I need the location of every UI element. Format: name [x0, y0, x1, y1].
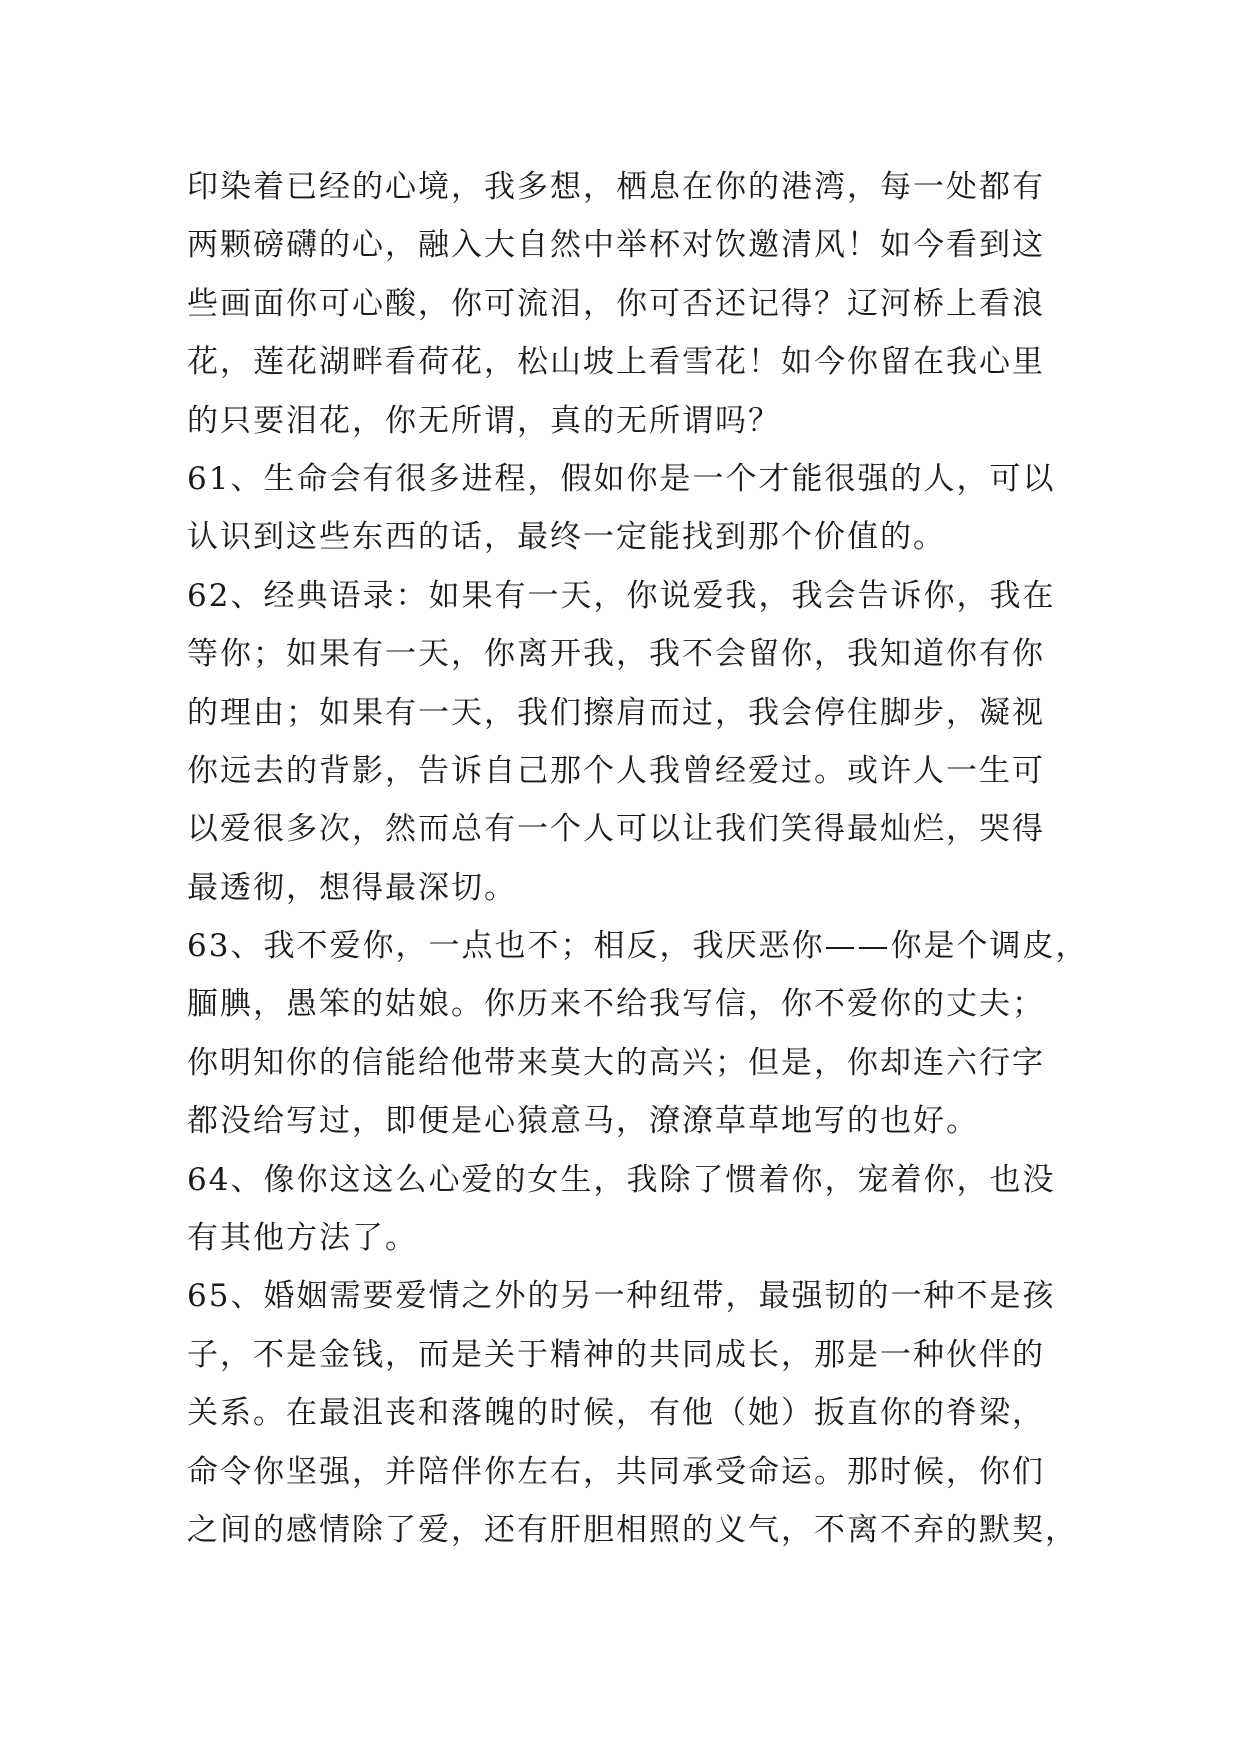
text-line: 关系。在最沮丧和落魄的时候，有他（她）扳直你的脊梁，	[187, 1395, 1045, 1432]
text-line: 65、婚姻需要爱情之外的另一种纽带，最强韧的一种不是孩	[187, 1278, 1056, 1315]
text-line: 腼腆，愚笨的姑娘。你历来不给我写信，你不爱你的丈夫；	[187, 986, 1045, 1023]
text-line: 62、经典语录：如果有一天，你说爱我，我会告诉你，我在	[187, 577, 1056, 614]
text-line: 63、我不爱你，一点也不；相反，我厌恶你——你是个调皮，	[187, 928, 1089, 965]
body-text	[187, 158, 1089, 1559]
text-line: 以爱很多次，然而总有一个人可以让我们笑得最灿烂，哭得	[187, 811, 1045, 848]
text-line: 之间的感情除了爱，还有肝胆相照的义气，不离不弃的默契，	[187, 1511, 1078, 1548]
text-line: 些画面你可心酸，你可流泪，你可否还记得？辽河桥上看浪	[187, 285, 1045, 322]
text-line: 的只要泪花，你无所谓，真的无所谓吗？	[187, 402, 781, 439]
text-line: 花，莲花湖畔看荷花，松山坡上看雪花！如今你留在我心里	[187, 344, 1045, 381]
text-line: 你远去的背影，告诉自己那个人我曾经爱过。或许人一生可	[187, 752, 1045, 789]
text-line: 最透彻，想得最深切。	[187, 869, 517, 906]
text-line: 两颗磅礴的心，融入大自然中举杯对饮邀清风！如今看到这	[187, 227, 1045, 264]
text-line: 61、生命会有很多进程，假如你是一个才能很强的人，可以	[187, 460, 1056, 497]
text-line: 64、像你这这么心爱的女生，我除了惯着你，宠着你，也没	[187, 1161, 1056, 1198]
text-line: 等你；如果有一天，你离开我，我不会留你，我知道你有你	[187, 636, 1045, 673]
text-line: 认识到这些东西的话，最终一定能找到那个价值的。	[187, 519, 946, 556]
text-line: 有其他方法了。	[187, 1220, 418, 1257]
text-line: 印染着已经的心境，我多想，栖息在你的港湾，每一处都有	[187, 169, 1045, 205]
text-line: 子，不是金钱，而是关于精神的共同成长，那是一种伙伴的	[187, 1336, 1045, 1373]
text-line: 都没给写过，即便是心猿意马，潦潦草草地写的也好。	[187, 1103, 979, 1140]
text-line: 命令你坚强，并陪伴你左右，共同承受命运。那时候，你们	[187, 1453, 1045, 1490]
text-line: 你明知你的信能给他带来莫大的高兴；但是，你却连六行字	[187, 1044, 1045, 1081]
text-line: 的理由；如果有一天，我们擦肩而过，我会停住脚步，凝视	[187, 694, 1045, 731]
